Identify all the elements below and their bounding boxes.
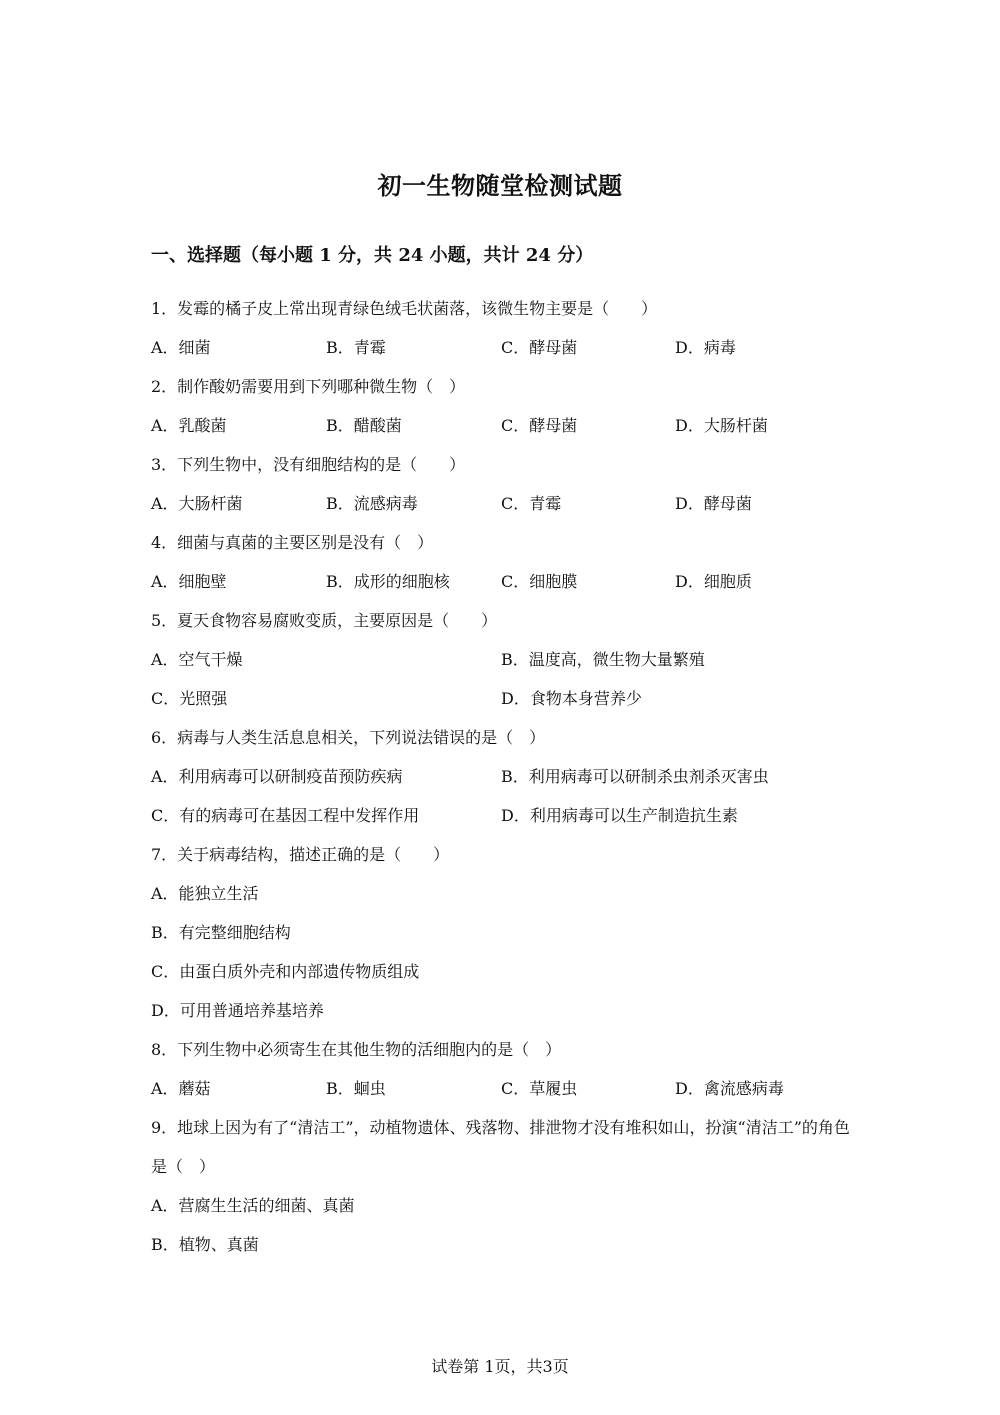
question-5-options-row-1	[151, 640, 851, 679]
question-list	[151, 289, 851, 1264]
question-3-stem: 3．下列生物中，没有细胞结构的是（ ）	[151, 455, 466, 474]
question-1-option-a: A．细菌	[151, 338, 211, 357]
question-1-option-c: C．酵母菌	[501, 338, 578, 357]
question-7-stem: 7．关于病毒结构，描述正确的是（ ）	[151, 845, 450, 864]
question-1-stem: 1．发霉的橘子皮上常出现青绿色绒毛状菌落，该微生物主要是（ ）	[151, 299, 658, 318]
question-6-option-d: D．利用病毒可以生产制造抗生素	[501, 806, 738, 825]
question-3-option-a: A．大肠杆菌	[151, 494, 243, 513]
question-2-option-a: A．乳酸菌	[151, 416, 227, 435]
question-5-option-b: B．温度高，微生物大量繁殖	[501, 650, 705, 669]
question-4-option-c: C．细胞膜	[501, 572, 578, 591]
question-6-option-b: B．利用病毒可以研制杀虫剂杀灭害虫	[501, 767, 769, 786]
question-8-option-c: C．草履虫	[501, 1079, 578, 1098]
question-4-options	[151, 562, 851, 601]
question-5-option-d: D．食物本身营养少	[501, 689, 642, 708]
question-2-options	[151, 406, 851, 445]
question-1-options	[151, 328, 851, 367]
question-8-stem: 8．下列生物中必须寄生在其他生物的活细胞内的是（ ）	[151, 1040, 562, 1059]
section-heading: 一、选择题（每小题 1 分，共 24 小题，共计 24 分）	[151, 245, 594, 266]
question-5-option-a: A．空气干燥	[151, 650, 243, 669]
question-9-option-a: A．营腐生生活的细菌、真菌	[151, 1196, 355, 1215]
question-9-stem: 9．地球上因为有了“清洁工”，动植物遗体、残落物、排泄物才没有堆积如山，扮演“清洁工”的角色是（ ）	[151, 1118, 850, 1176]
question-8-options	[151, 1069, 851, 1108]
page-footer: 试卷第 1页，共3页	[431, 1357, 569, 1376]
question-1-option-d: D．病毒	[675, 338, 736, 357]
question-3-options	[151, 484, 851, 523]
question-7-option-d: D．可用普通培养基培养	[151, 1001, 324, 1020]
question-2-stem: 2．制作酸奶需要用到下列哪种微生物（ ）	[151, 377, 466, 396]
question-4-stem: 4．细菌与真菌的主要区别是没有（ ）	[151, 533, 434, 552]
question-5-options-row-2	[151, 679, 851, 718]
question-2-option-c: C．酵母菌	[501, 416, 578, 435]
question-1-option-b: B．青霉	[326, 338, 386, 357]
question-7-option-a: A．能独立生活	[151, 884, 259, 903]
question-7-option-b: B．有完整细胞结构	[151, 923, 291, 942]
question-6-option-a: A．利用病毒可以研制疫苗预防疾病	[151, 767, 403, 786]
question-3-option-d: D．酵母菌	[675, 494, 752, 513]
question-4-option-a: A．细胞壁	[151, 572, 227, 591]
question-2-option-b: B．醋酸菌	[326, 416, 402, 435]
question-6-options-row-1	[151, 757, 851, 796]
question-4-option-d: D．细胞质	[675, 572, 752, 591]
question-8-option-d: D．禽流感病毒	[675, 1079, 784, 1098]
question-5-stem: 5．夏天食物容易腐败变质，主要原因是（ ）	[151, 611, 498, 630]
question-9-option-b: B．植物、真菌	[151, 1235, 259, 1254]
question-6-option-c: C．有的病毒可在基因工程中发挥作用	[151, 806, 420, 825]
question-6-stem: 6．病毒与人类生活息息相关，下列说法错误的是（ ）	[151, 728, 546, 747]
page-title: 初一生物随堂检测试题	[377, 171, 623, 200]
question-3-option-c: C．青霉	[501, 494, 562, 513]
question-6-options-row-2	[151, 796, 851, 835]
question-7-option-c: C．由蛋白质外壳和内部遗传物质组成	[151, 962, 420, 981]
question-2-option-d: D．大肠杆菌	[675, 416, 768, 435]
question-8-option-a: A．蘑菇	[151, 1079, 211, 1098]
question-4-option-b: B．成形的细胞核	[326, 572, 450, 591]
question-5-option-c: C．光照强	[151, 689, 228, 708]
question-8-option-b: B．蛔虫	[326, 1079, 386, 1098]
question-3-option-b: B．流感病毒	[326, 494, 418, 513]
